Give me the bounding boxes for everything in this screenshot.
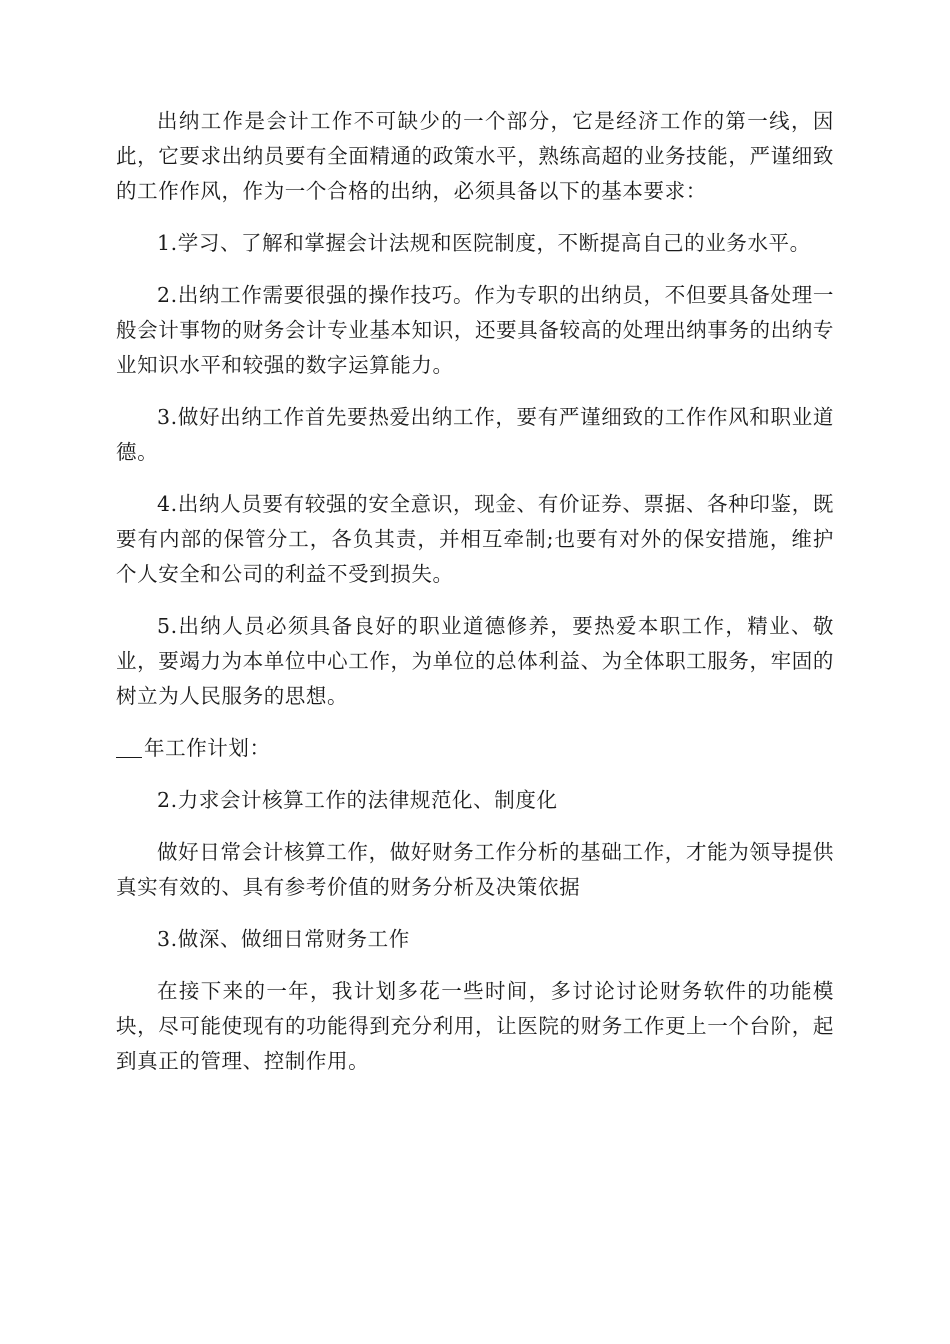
requirement-4-paragraph: 4.出纳人员要有较强的安全意识，现金、有价证券、票据、各种印鉴，既要有内部的保管分工，各负其责，并相互牵制;也要有对外的保安措施，维护个人安全和公司的利益不受到损失。 — [116, 492, 834, 586]
intro-paragraph: 出纳工作是会计工作不可缺少的一个部分，它是经济工作的第一线，因此，它要求出纳员要有全面精通的政策水平，熟练高超的业务技能，严谨细致的工作作风，作为一个合格的出纳，必须具备以下的基本要求： — [116, 109, 834, 203]
requirement-1-paragraph: 1.学习、了解和掌握会计法规和医院制度，不断提高自己的业务水平。 — [157, 231, 811, 255]
requirement-5-paragraph: 5.出纳人员必须具备良好的职业道德修养，要热爱本职工作，精业、敬业，要竭力为本单位中心工作，为单位的总体利益、为全体职工服务，牢固的树立为人民服务的思想。 — [116, 614, 834, 708]
plan-heading — [116, 731, 834, 766]
requirement-2-paragraph: 2.出纳工作需要很强的操作技巧。作为专职的出纳员，不但要具备处理一般会计事物的财务会计专业基本知识，还要具备较高的处理出纳事务的出纳专业知识水平和较强的数字运算能力。 — [116, 283, 834, 377]
plan-3-body: 在接下来的一年，我计划多花一些时间，多讨论讨论财务软件的功能模块，尽可能使现有的功能得到充分利用，让医院的财务工作更上一个台阶，起到真正的管理、控制作用。 — [116, 979, 834, 1073]
plan-2-body: 做好日常会计核算工作，做好财务工作分析的基础工作，才能为领导提供真实有效的、具有参考价值的财务分析及决策依据 — [116, 840, 834, 899]
plan-heading-text: 年工作计划： — [144, 736, 271, 760]
plan-2-title: 2.力求会计核算工作的法律规范化、制度化 — [157, 788, 558, 812]
requirement-3-paragraph: 3.做好出纳工作首先要热爱出纳工作，要有严谨细致的工作作风和职业道德。 — [116, 405, 834, 464]
plan-3-title: 3.做深、做细日常财务工作 — [157, 927, 410, 951]
year-blank-underline — [116, 735, 142, 758]
document-page — [116, 104, 834, 1096]
